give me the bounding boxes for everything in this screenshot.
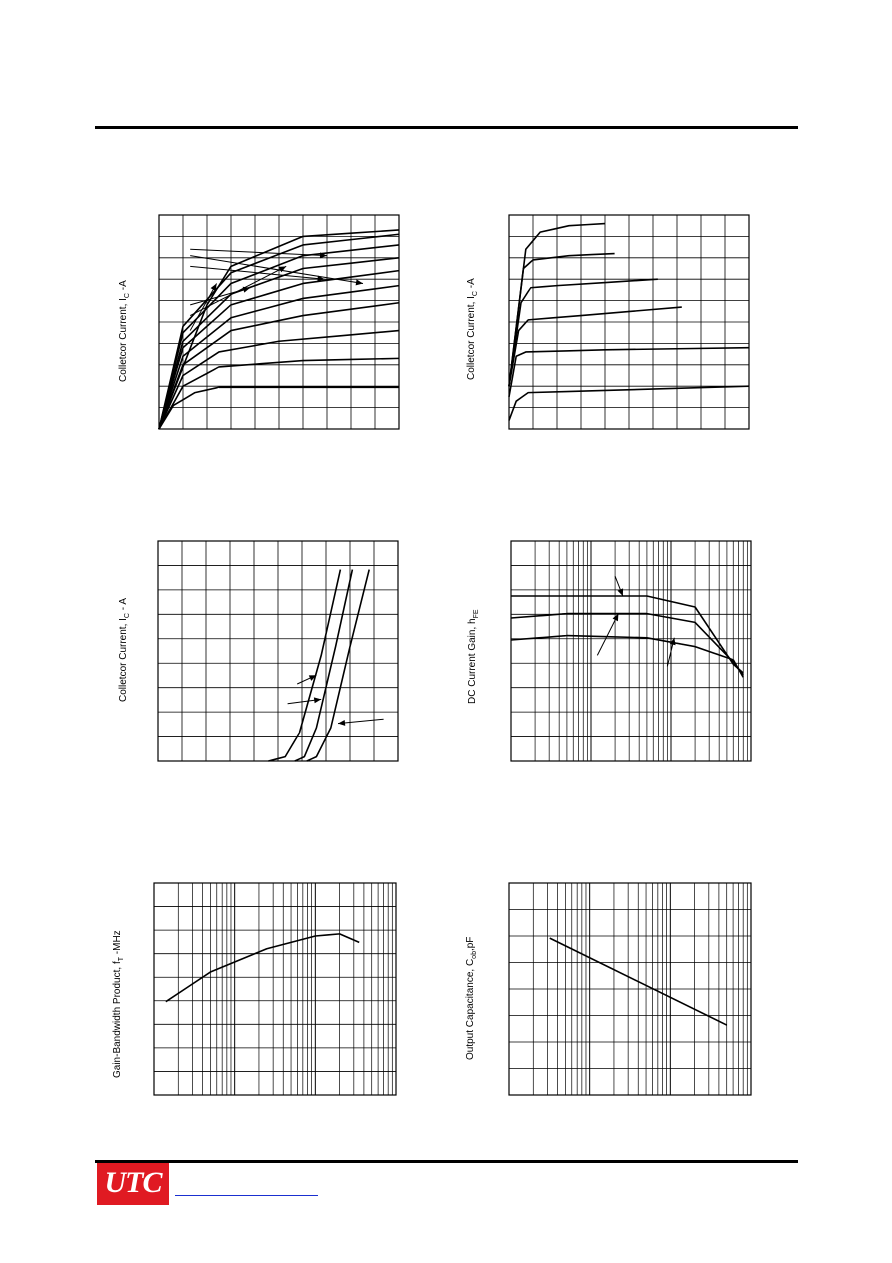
ylabel-sub: T <box>118 956 125 962</box>
ylabel-text: Output Capacitance, C <box>465 958 476 1060</box>
chart-grid <box>509 883 751 1095</box>
ylabel-text: Colletcor Current, I <box>118 298 129 382</box>
ylabel-chart-3 <box>118 598 131 702</box>
ylabel-chart-1 <box>118 280 131 382</box>
chart-dc-current-gain <box>510 540 752 762</box>
ylabel-unit: -MHz <box>112 930 123 957</box>
ylabel-sub: C <box>124 613 131 619</box>
ylabel-text: Gain-Bandwidth Product, f <box>112 961 123 1078</box>
series-line-3 <box>511 636 743 678</box>
series-line-2 <box>295 570 353 761</box>
series-line-1 <box>268 570 340 761</box>
chart-grid <box>509 215 749 429</box>
series-line-2 <box>511 614 743 676</box>
utc-logo-text: UTC <box>104 1166 162 1199</box>
header-rule <box>95 126 798 129</box>
chart-output-capacitance <box>508 882 752 1096</box>
series-line-1 <box>166 934 359 1002</box>
ylabel-sub: C <box>124 293 131 299</box>
chart-grid <box>158 541 398 761</box>
plot-frame <box>154 883 396 1095</box>
ylabel-sub: C <box>472 291 479 297</box>
ylabel-text: Colletcor Current, I <box>118 618 129 702</box>
ylabel-unit: -A <box>118 280 129 294</box>
annotation-arrow-head <box>211 283 217 291</box>
series-line-3 <box>509 307 682 386</box>
website-link-underline[interactable] <box>175 1195 318 1196</box>
ylabel-unit: ,pF <box>465 936 476 952</box>
chart-output-characteristics <box>158 214 400 430</box>
series-line-1 <box>511 596 743 673</box>
annotation-arrow-head <box>356 279 363 285</box>
ylabel-chart-6 <box>465 937 478 1060</box>
ylabel-chart-5 <box>112 930 125 1078</box>
ylabel-text: Colletcor Current, I <box>466 296 477 380</box>
chart-saturation-characteristics <box>508 214 750 430</box>
chart-grid <box>154 883 396 1095</box>
ylabel-unit: -A <box>466 278 477 292</box>
annotation-arrow-head <box>314 697 321 703</box>
ylabel-unit: - A <box>118 598 129 614</box>
ylabel-sub: ob <box>471 951 478 959</box>
series-line-3 <box>307 570 369 761</box>
chart-gain-bandwidth <box>153 882 397 1096</box>
utc-logo <box>97 1163 169 1205</box>
chart-transfer-characteristics <box>157 540 399 762</box>
series-line-5 <box>509 254 615 387</box>
chart-grid <box>511 541 751 761</box>
annotation-arrow-head <box>338 720 345 726</box>
ylabel-sub: FE <box>473 609 480 619</box>
annotation-arrow-line <box>190 283 216 330</box>
ylabel-chart-4 <box>467 609 480 704</box>
plot-frame <box>511 541 751 761</box>
ylabel-text: DC Current Gain, h <box>467 618 478 704</box>
series-line-4 <box>509 279 658 386</box>
ylabel-chart-2 <box>466 278 479 380</box>
footer-rule <box>95 1160 798 1163</box>
